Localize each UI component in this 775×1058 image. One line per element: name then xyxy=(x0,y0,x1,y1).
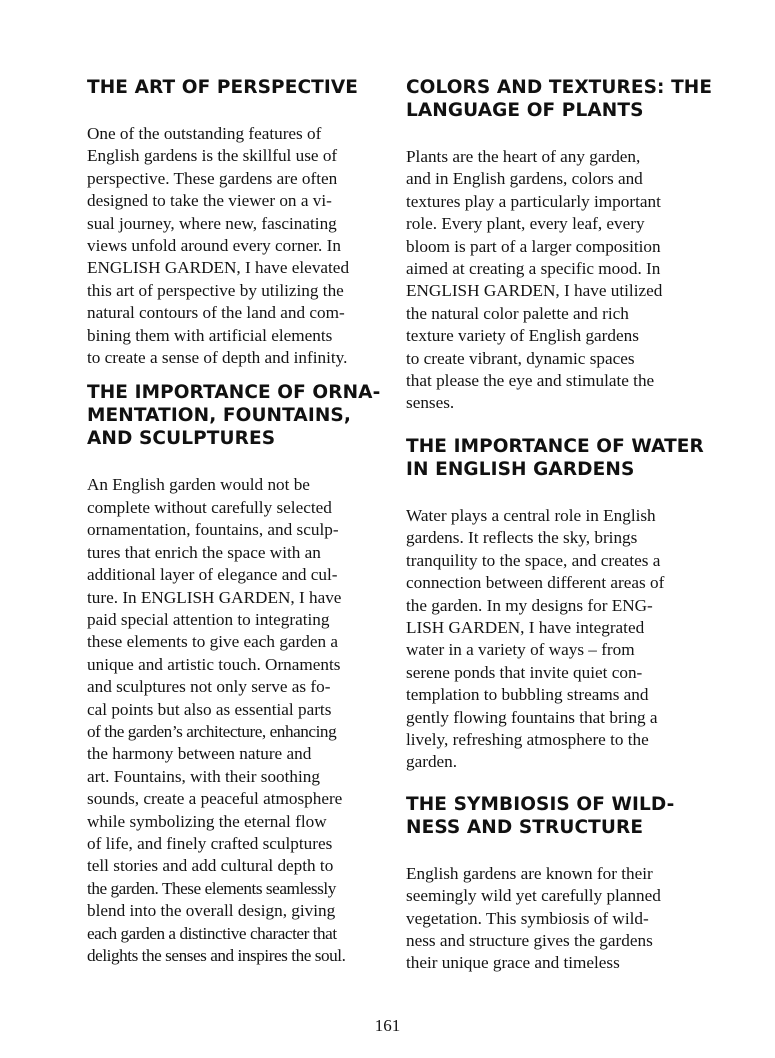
text-line: tell stories and add cultural depth to xyxy=(87,856,334,876)
text-line: LISH GARDEN, I have integrated xyxy=(406,617,645,637)
section-paragraph xyxy=(406,863,694,975)
page-number: 161 xyxy=(374,1016,401,1035)
heading-line: IN ENGLISH GARDENS xyxy=(406,458,635,480)
text-line: tranquility to the space, and creates a xyxy=(406,550,661,570)
text-line: ENGLISH GARDEN, I have utilized xyxy=(406,281,663,301)
text-line: gardens. It reflects the sky, brings xyxy=(406,528,638,548)
section-ornamentation-fountains-sculptures xyxy=(87,381,381,967)
text-line: unique and artistic touch. Ornaments xyxy=(87,654,341,674)
text-line: art. Fountains, with their soothing xyxy=(87,766,320,786)
text-line: role. Every plant, every leaf, every xyxy=(406,214,645,234)
text-line: complete without carefully selected xyxy=(87,497,332,517)
text-line: the garden. In my designs for ENG- xyxy=(406,595,653,615)
section-heading xyxy=(87,76,372,99)
text-line: serene ponds that invite quiet con- xyxy=(406,662,643,682)
text-line: English gardens is the skillful use of xyxy=(87,146,338,166)
text-line: to create a sense of depth and infinity. xyxy=(87,348,348,368)
text-line: while symbolizing the eternal flow xyxy=(87,811,327,831)
heading-line: THE ART OF PERSPECTIVE xyxy=(87,77,358,98)
text-line: views unfold around every corner. In xyxy=(87,236,341,256)
text-line: ornamentation, fountains, and sculp- xyxy=(87,520,339,540)
text-line: gently flowing fountains that bring a xyxy=(406,707,658,727)
text-line: seemingly wild yet carefully planned xyxy=(406,886,661,906)
text-line: tures that enrich the space with an xyxy=(87,542,321,562)
text-line: garden. xyxy=(406,752,458,772)
section-paragraph xyxy=(87,474,372,967)
text-line: cal points but also as essential parts xyxy=(87,699,332,719)
heading-line: MENTATION, FOUNTAINS, xyxy=(87,405,351,427)
text-line: delights the senses and inspires the soul. xyxy=(87,946,346,965)
section-heading xyxy=(87,381,381,450)
text-line: sounds, create a peaceful atmosphere xyxy=(87,789,343,809)
text-line: English gardens are known for their xyxy=(406,863,653,883)
text-line: templation to bubbling streams and xyxy=(406,685,649,705)
text-line: the garden. These elements seamlessly xyxy=(87,878,336,898)
text-line: additional layer of elegance and cul- xyxy=(87,565,338,585)
text-line: An English garden would not be xyxy=(87,475,310,495)
text-line: senses. xyxy=(406,393,455,413)
text-line: the harmony between nature and xyxy=(87,744,312,764)
section-art-of-perspective xyxy=(87,76,372,369)
heading-line: COLORS AND TEXTURES: THE xyxy=(406,77,713,98)
heading-line: LANGUAGE OF PLANTS xyxy=(406,100,644,121)
text-line: One of the outstanding features of xyxy=(87,124,322,143)
text-line: water in a variety of ways – from xyxy=(406,640,635,660)
text-line: blend into the overall design, giving xyxy=(87,901,336,921)
text-line: ness and structure gives the gardens xyxy=(406,930,653,950)
text-line: paid special attention to integrating xyxy=(87,609,330,629)
text-line: their unique grace and timeless xyxy=(406,953,620,973)
section-paragraph xyxy=(406,146,694,415)
text-line: designed to take the viewer on a vi- xyxy=(87,191,332,211)
text-line: natural contours of the land and com- xyxy=(87,303,345,323)
section-paragraph xyxy=(87,123,372,369)
section-heading xyxy=(406,793,694,839)
text-line: the natural color palette and rich xyxy=(406,303,629,323)
text-line: and sculptures not only serve as fo- xyxy=(87,677,331,697)
text-line: texture variety of English gardens xyxy=(406,326,639,346)
text-line: of the garden’s architecture, enhancing xyxy=(87,721,337,741)
section-importance-of-water xyxy=(406,435,704,774)
text-line: textures play a particularly important xyxy=(406,191,661,211)
section-heading xyxy=(406,435,704,481)
text-line: Water plays a central role in English xyxy=(406,505,656,525)
text-line: that please the eye and stimulate the xyxy=(406,371,655,391)
heading-line: THE IMPORTANCE OF WATER xyxy=(406,435,704,457)
text-line: vegetation. This symbiosis of wild- xyxy=(406,908,649,928)
text-line: bining them with artificial elements xyxy=(87,325,333,345)
text-line: connection between different areas of xyxy=(406,573,665,593)
text-line: these elements to give each garden a xyxy=(87,632,339,652)
text-line: lively, refreshing atmosphere to the xyxy=(406,729,649,749)
section-colors-and-textures xyxy=(406,76,713,415)
text-line: perspective. These gardens are often xyxy=(87,168,338,188)
section-heading xyxy=(406,76,713,122)
text-line: each garden a distinctive character that xyxy=(87,923,337,943)
text-line: ENGLISH GARDEN, I have elevated xyxy=(87,258,350,278)
section-symbiosis-wildness-structure xyxy=(406,793,694,975)
text-line: of life, and finely crafted sculptures xyxy=(87,833,333,853)
heading-line: AND SCULPTURES xyxy=(87,428,276,450)
text-line: sual journey, where new, fascinating xyxy=(87,213,337,233)
text-line: and in English gardens, colors and xyxy=(406,169,643,189)
text-line: bloom is part of a larger composition xyxy=(406,236,661,256)
text-line: this art of perspective by utilizing the xyxy=(87,280,344,300)
heading-line: THE IMPORTANCE OF ORNA- xyxy=(87,382,381,404)
right-column xyxy=(406,76,713,975)
left-column xyxy=(87,76,381,967)
text-line: ture. In ENGLISH GARDEN, I have xyxy=(87,587,342,607)
heading-line: NESS AND STRUCTURE xyxy=(406,816,644,838)
section-paragraph xyxy=(406,505,694,774)
text-line: aimed at creating a specific mood. In xyxy=(406,259,661,279)
heading-line: THE SYMBIOSIS OF WILD- xyxy=(406,793,675,815)
text-line: Plants are the heart of any garden, xyxy=(406,147,641,166)
text-line: to create vibrant, dynamic spaces xyxy=(406,348,635,368)
